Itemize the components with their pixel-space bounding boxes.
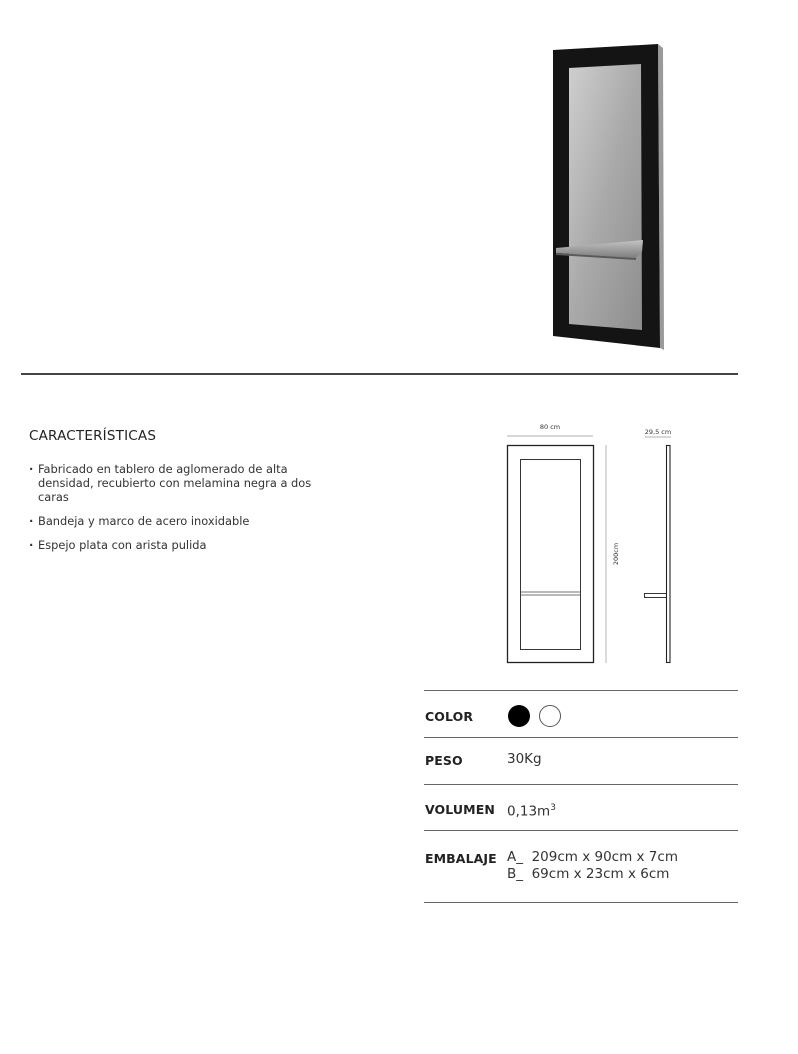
features-title: CARACTERÍSTICAS [29, 428, 157, 444]
volume-value [507, 800, 556, 821]
volume-number: 0,13m [507, 803, 551, 820]
weight-value: 30Kg [507, 751, 542, 767]
side-shelf [645, 594, 667, 598]
color-label: COLOR [425, 709, 474, 724]
volume-label: VOLUMEN [425, 802, 495, 817]
spec-divider [424, 690, 738, 691]
packaging-b: B_ 69cm x 23cm x 6cm [507, 866, 670, 882]
feature-item: · Bandeja y marco de acero inoxidable [29, 514, 339, 528]
weight-label: PESO [425, 753, 463, 768]
color-swatch-black [508, 705, 530, 727]
packaging-label: EMBALAJE [425, 851, 497, 866]
spec-divider [424, 737, 738, 738]
feature-item: · Espejo plata con arista pulida [29, 538, 339, 552]
packaging-a: A_ 209cm x 90cm x 7cm [507, 849, 678, 865]
packaging-value [507, 849, 678, 883]
spec-divider [424, 830, 738, 831]
height-label: 200cm [612, 542, 620, 566]
width-label: 80 cm [539, 423, 561, 431]
feature-item: · Fabricado en tablero de aglomerado de alta densidad, recubierto con melamina negra a dos caras [29, 462, 339, 504]
volume-exponent: 3 [550, 803, 556, 813]
section-divider [21, 373, 738, 375]
product-image [548, 40, 670, 352]
spec-divider [424, 902, 738, 903]
features-list [29, 462, 339, 562]
front-mirror [521, 460, 581, 650]
spec-divider [424, 784, 738, 785]
depth-label: 29,5 cm [644, 428, 672, 436]
technical-drawing [495, 418, 685, 670]
mirror-glass [569, 64, 642, 330]
color-swatch-white [539, 705, 561, 727]
side-profile [667, 446, 671, 663]
